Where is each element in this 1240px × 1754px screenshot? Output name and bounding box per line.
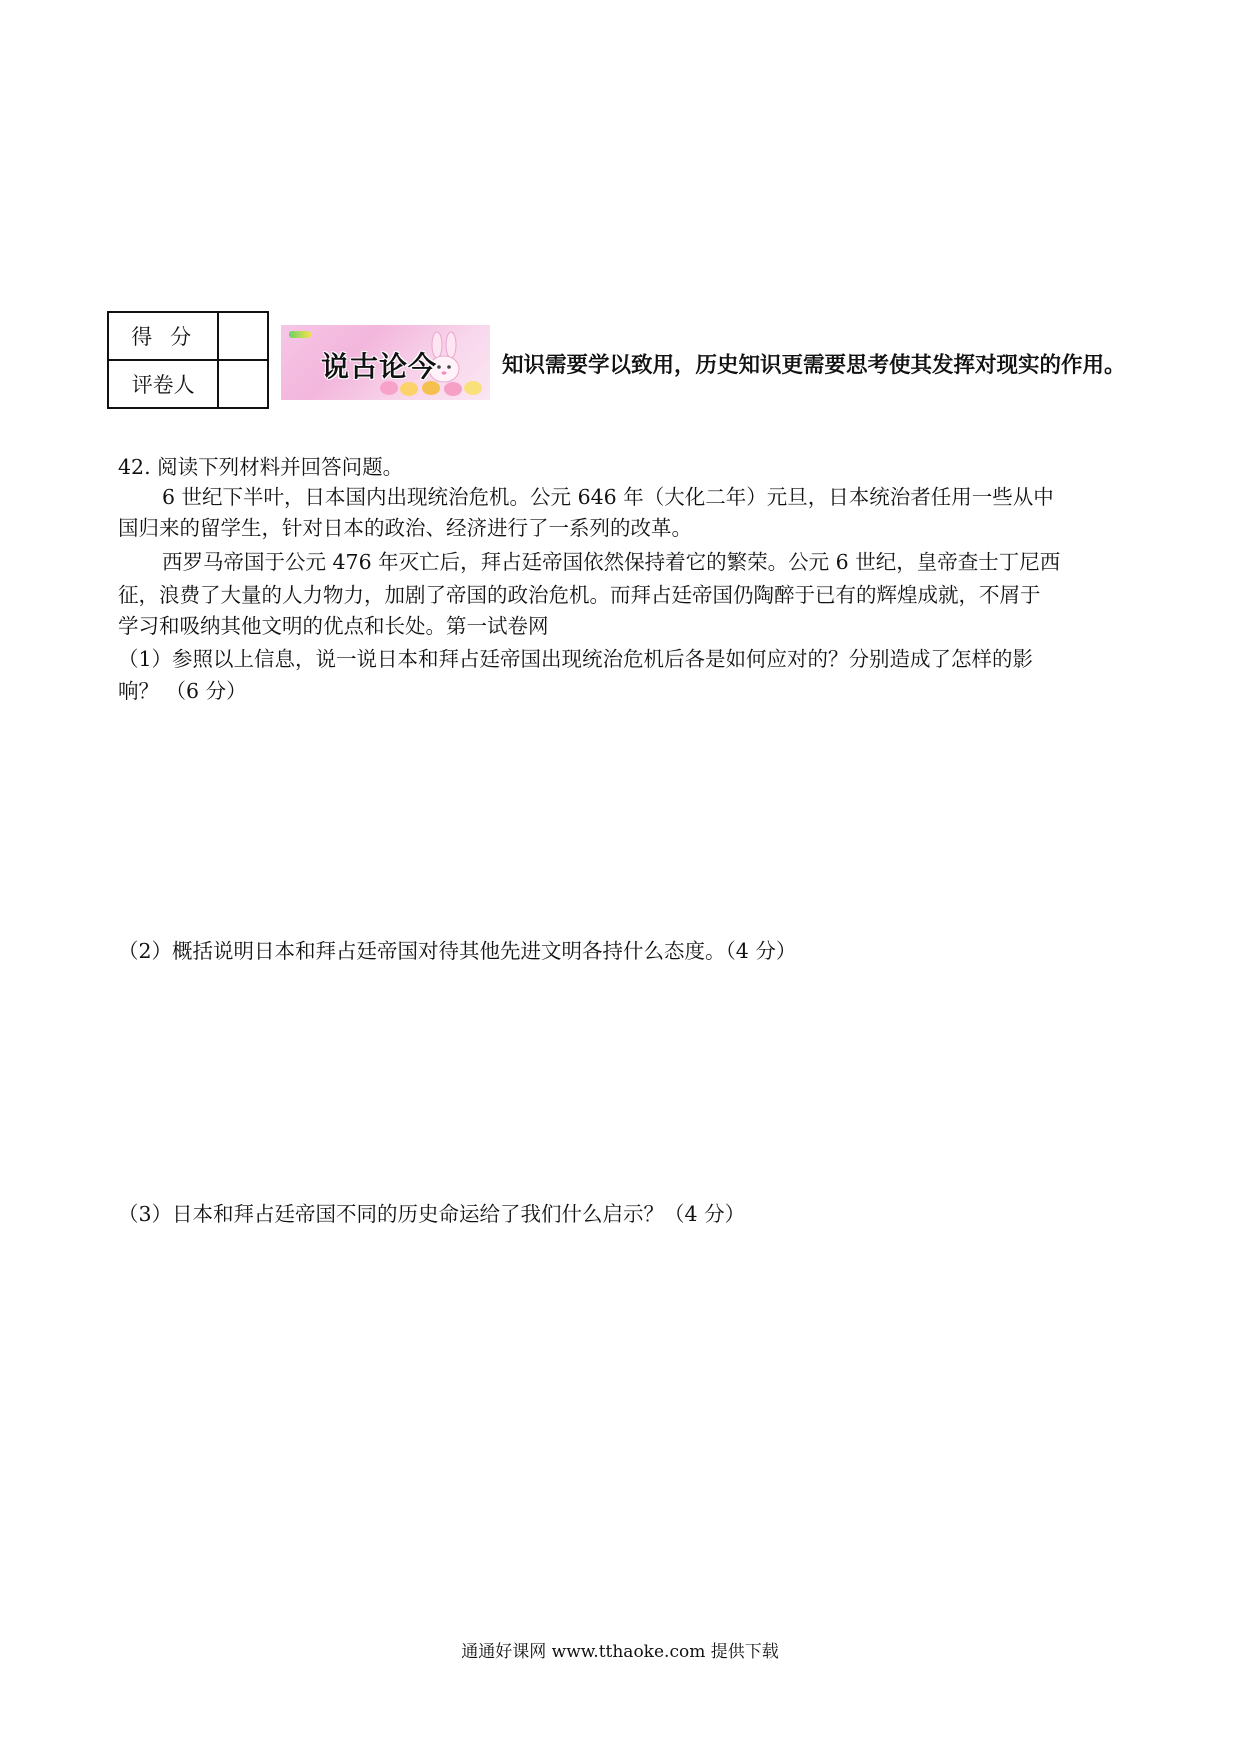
sub-question-1-line-2: 响？ （6 分）	[118, 679, 247, 703]
grader-field[interactable]	[218, 360, 268, 408]
footer-text: 通通好课网 www.tthaoke.com 提供下载	[461, 1642, 779, 1662]
material-2-line-2: 征，浪费了大量的人力物力，加剧了帝国的政治危机。而拜占廷帝国仍陶醉于已有的辉煌成就，不屑于	[118, 583, 1041, 607]
material-2-line-1: 西罗马帝国于公元 476 年灭亡后，拜占廷帝国依然保持着它的繁荣。公元 6 世纪，皇帝查士丁尼西	[162, 550, 1061, 574]
score-box	[107, 311, 269, 409]
sub-question-1-line-1: （1）参照以上信息，说一说日本和拜占廷帝国出现统治危机后各是如何应对的？分别造成了怎样的影	[118, 647, 1034, 671]
score-label: 得分	[108, 312, 218, 360]
banner-caption: 知识需要学以致用，历史知识更需要思考使其发挥对现实的作用。	[502, 353, 1126, 378]
grader-label: 评卷人	[108, 360, 218, 408]
rainbow-icon	[289, 331, 311, 338]
sub-question-3: （3）日本和拜占廷帝国不同的历史命运给了我们什么启示？（4 分）	[118, 1202, 746, 1226]
material-1-line-2: 国归来的留学生，针对日本的政治、经济进行了一系列的改革。	[118, 516, 692, 540]
material-2-line-3: 学习和吸纳其他文明的优点和长处。第一试卷网	[118, 614, 549, 638]
sub-question-2: （2）概括说明日本和拜占廷帝国对待其他先进文明各持什么态度。（4 分）	[118, 939, 797, 963]
banner-title: 说古论今	[321, 350, 438, 383]
material-1-line-1: 6 世纪下半叶，日本国内出现统治危机。公元 646 年（大化二年）元旦，日本统治者任用一些从中	[162, 485, 1054, 509]
score-field[interactable]	[218, 312, 268, 360]
section-banner	[281, 325, 490, 400]
question-number: 42. 阅读下列材料并回答问题。	[118, 455, 404, 479]
